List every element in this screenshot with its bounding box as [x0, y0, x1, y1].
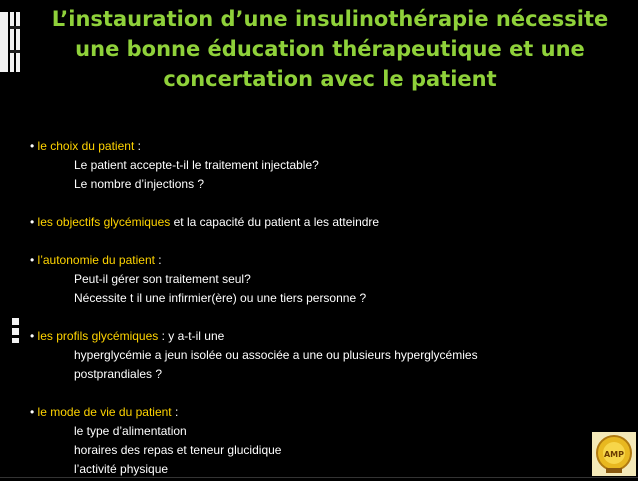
- bullet-line: [30, 251, 620, 270]
- bullet-line: [30, 327, 620, 346]
- bullet-line: [30, 403, 620, 422]
- bullet-glyph: •: [30, 139, 35, 153]
- sub-line: Le nombre d’injections ?: [74, 177, 205, 191]
- list-item: [30, 213, 620, 232]
- bullet-text: : y a-t-il une: [158, 329, 225, 343]
- sub-line: horaires des repas et teneur glucidique: [74, 443, 282, 457]
- logo-icon: [592, 432, 636, 476]
- highlight-label: l’autonomie du patient: [37, 253, 155, 267]
- bullet-text: et la capacité du patient a les atteindre: [170, 215, 380, 229]
- highlight-label: le mode de vie du patient: [37, 405, 172, 419]
- title-line: L’instauration d’une insulinothérapie nécessite: [51, 7, 609, 31]
- decorative-bars-bottom: [0, 318, 22, 344]
- bullet-list: [30, 137, 620, 479]
- sub-line: l’activité physique: [74, 462, 169, 476]
- title-line: une bonne éducation thérapeutique et une: [75, 37, 585, 61]
- list-item: [30, 327, 620, 384]
- bullet-glyph: •: [30, 253, 35, 267]
- highlight-label: les objectifs glycémiques: [37, 215, 171, 229]
- list-item: [30, 251, 620, 308]
- sub-line: Peut-il gérer son traitement seul?: [74, 272, 251, 286]
- bullet-glyph: •: [30, 405, 35, 419]
- list-item: [30, 403, 620, 479]
- highlight-label: le choix du patient: [37, 139, 135, 153]
- list-item: [30, 137, 620, 194]
- highlight-label: les profils glycémiques: [37, 329, 159, 343]
- slide-title: [30, 4, 630, 94]
- bullet-text: :: [154, 253, 162, 267]
- divider: [0, 477, 638, 478]
- decorative-bars-top: [0, 12, 22, 72]
- logo-text: AMP: [603, 450, 625, 459]
- bullet-line: [30, 213, 620, 232]
- bullet-glyph: •: [30, 329, 35, 343]
- bullet-line: [30, 137, 620, 156]
- sub-line: Nécessite t il une infirmier(ère) ou une tiers personne ?: [74, 291, 367, 305]
- bullet-glyph: •: [30, 215, 35, 229]
- sub-line: postprandiales ?: [74, 367, 163, 381]
- bullet-text: :: [134, 139, 141, 153]
- sub-line: hyperglycémie a jeun isolée ou associée a une ou plusieurs hyperglycémies: [74, 348, 478, 362]
- sub-line: Le patient accepte-t-il le traitement injectable?: [74, 158, 319, 172]
- sub-line: le type d’alimentation: [74, 424, 187, 438]
- amp-logo: [592, 432, 636, 476]
- title-line: concertation avec le patient: [163, 67, 497, 91]
- bullet-text: :: [171, 405, 179, 419]
